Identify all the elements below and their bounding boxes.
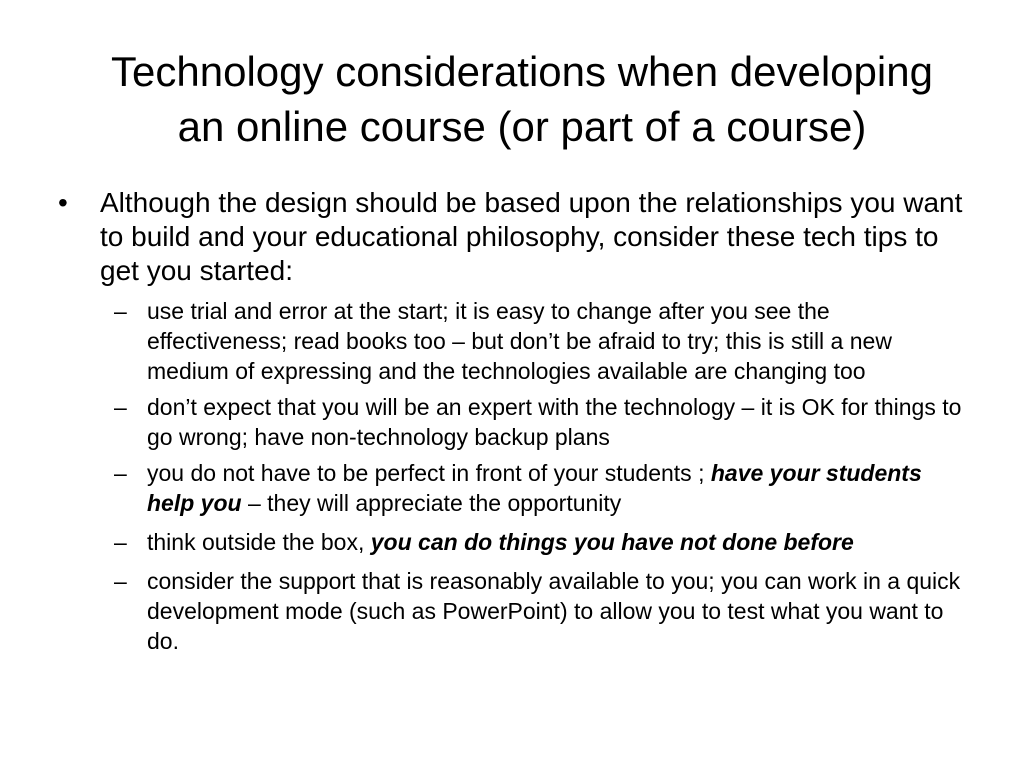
dash-marker: – [114, 568, 127, 594]
sub-bullet-outside-box [56, 524, 969, 560]
slide-title [60, 44, 984, 154]
slide-body [56, 186, 976, 662]
dash-marker: – [114, 298, 127, 324]
sub-bullet-not-expert [56, 392, 969, 452]
title-line-2: an online course (or part of a course) [177, 103, 867, 150]
sub-bullet-emphasis: you can do things you have not done before [370, 529, 854, 555]
sub-bullet-support [56, 566, 969, 656]
sub-bullet-text-end: – they will appreciate the opportunity [241, 490, 622, 516]
dash-marker: – [114, 460, 127, 486]
sub-bullet-text: you do not have to be perfect in front of your students ; [147, 460, 711, 486]
dash-marker: – [114, 394, 127, 420]
sub-bullet-text: consider the support that is reasonably available to you; you can work in a quick development mode (such as PowerPoint) to allow you to test what you want to do. [147, 568, 961, 654]
sub-bullet-list [56, 296, 976, 656]
sub-bullet-text: don’t expect that you will be an expert with the technology – it is OK for things to go wrong; have non-technology backup plans [147, 394, 962, 450]
sub-bullet-trial-and-error [56, 296, 969, 386]
sub-bullet-emphasis: have your students help you [147, 460, 922, 516]
sub-bullet-text: use trial and error at the start; it is easy to change after you see the effectiveness; read books too – but don’t be afraid to try; this is still a new medium of expressing and the technologies available are changing too [147, 298, 892, 384]
title-line-1: Technology considerations when developing [111, 48, 933, 95]
sub-bullet-not-perfect [56, 458, 969, 518]
bullet-dot: • [58, 187, 68, 218]
main-bullet-text: Although the design should be based upon the relationships you want to build and your educational philosophy, consider these tech tips to get you started: [100, 187, 963, 286]
main-bullet [56, 186, 976, 288]
sub-bullet-text: think outside the box, [147, 529, 371, 555]
dash-marker: – [114, 529, 127, 555]
